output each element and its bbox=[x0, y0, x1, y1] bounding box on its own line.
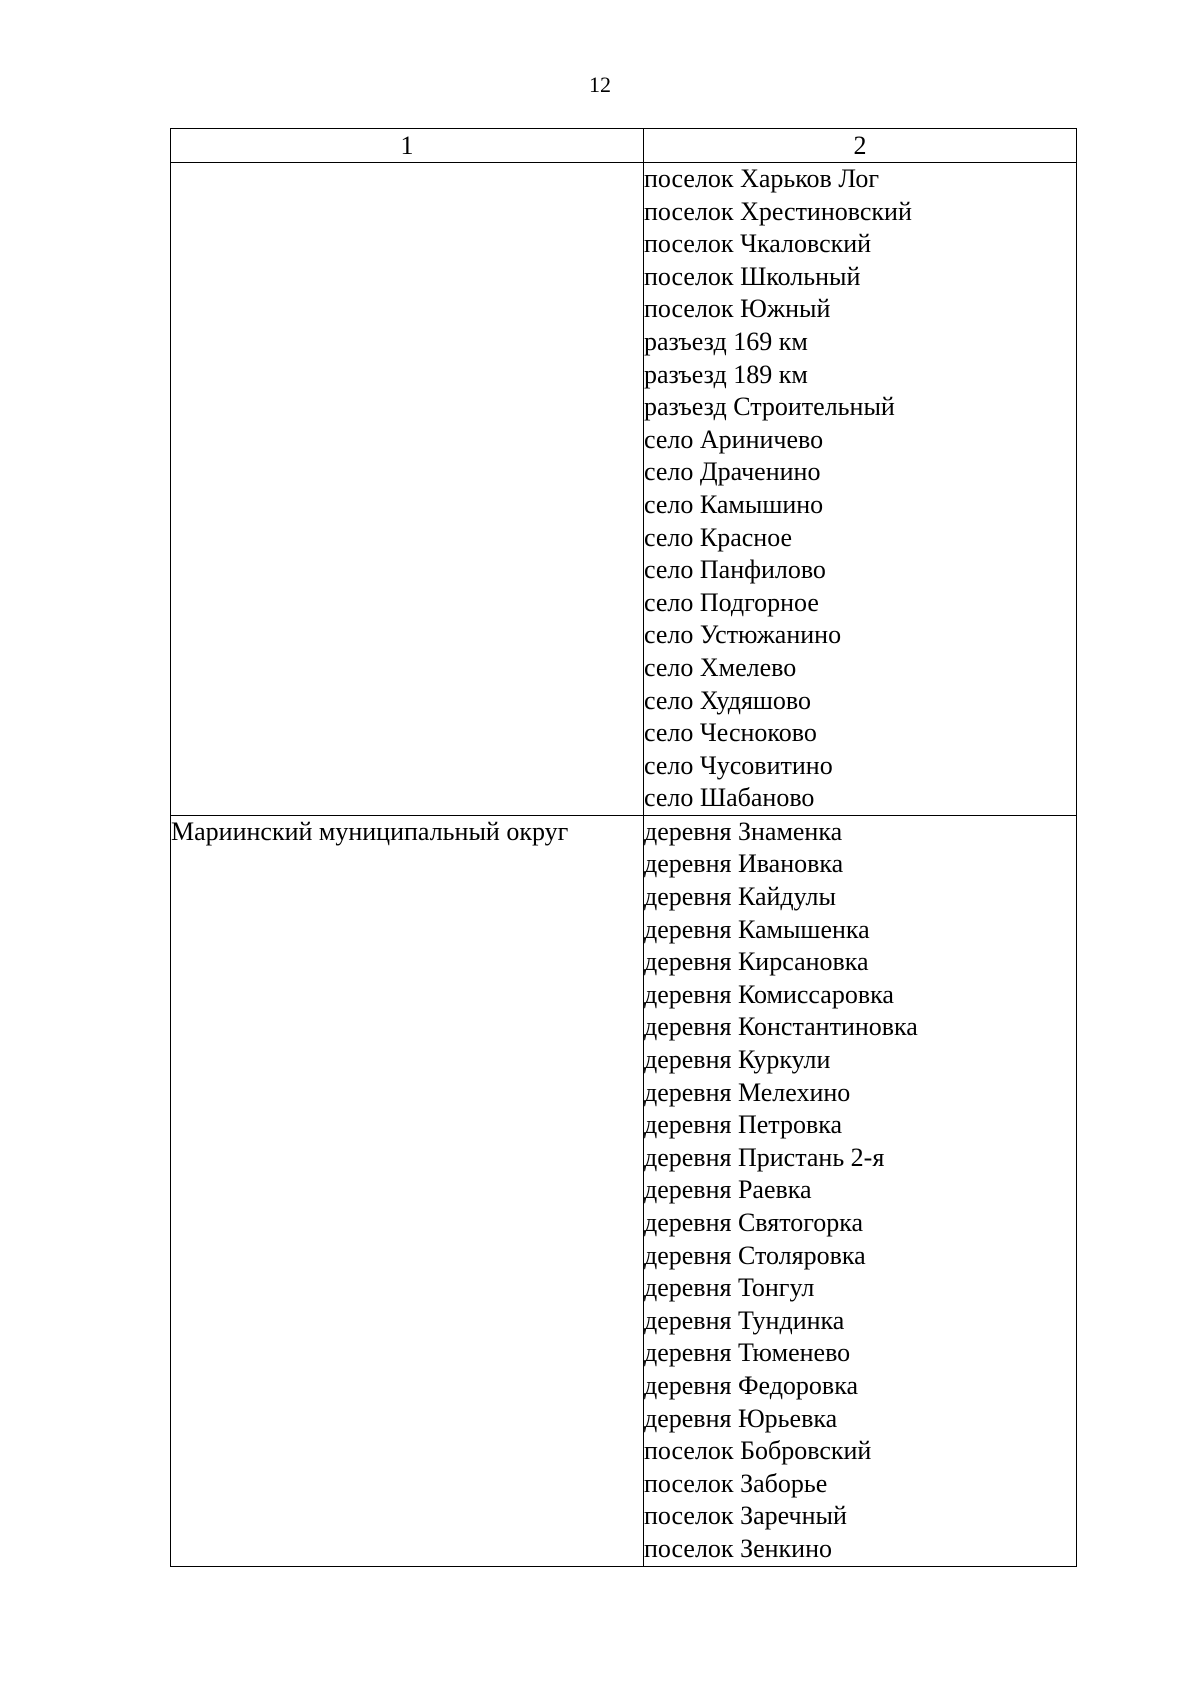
settlement-item: деревня Мелехино bbox=[644, 1077, 851, 1107]
column-header-2: 2 bbox=[644, 129, 1077, 163]
settlement-item: поселок Зенкино bbox=[644, 1533, 833, 1563]
settlement-item: село Ариничево bbox=[644, 424, 824, 454]
settlement-item: деревня Константиновка bbox=[644, 1012, 918, 1042]
settlement-item: деревня Ивановка bbox=[644, 849, 844, 879]
settlement-item: поселок Чкаловский bbox=[644, 229, 872, 259]
settlement-item: село Чусовитино bbox=[644, 750, 833, 780]
settlement-list bbox=[644, 163, 1077, 816]
settlement-item: деревня Знаменка bbox=[644, 816, 843, 846]
table-row bbox=[171, 163, 1077, 816]
settlement-item: село Чесноково bbox=[644, 718, 817, 748]
settlement-item: деревня Столяровка bbox=[644, 1240, 866, 1270]
settlement-item: поселок Школьный bbox=[644, 261, 861, 291]
settlement-item: село Шабаново bbox=[644, 783, 815, 813]
settlement-item: село Худяшово bbox=[644, 685, 812, 715]
settlement-item: деревня Камышенка bbox=[644, 914, 870, 944]
column-header-1: 1 bbox=[171, 129, 644, 163]
settlement-item: село Красное bbox=[644, 522, 793, 552]
settlement-item: поселок Южный bbox=[644, 294, 831, 324]
settlement-item: деревня Раевка bbox=[644, 1175, 812, 1205]
table-row bbox=[171, 815, 1077, 1566]
settlement-item: деревня Куркули bbox=[644, 1045, 831, 1075]
page-number: 12 bbox=[589, 72, 611, 97]
settlement-item: деревня Кирсановка bbox=[644, 947, 869, 977]
settlement-item: деревня Комиссаровка bbox=[644, 979, 894, 1009]
settlement-item: деревня Петровка bbox=[644, 1110, 843, 1140]
settlement-item: деревня Юрьевка bbox=[644, 1403, 838, 1433]
settlement-item: деревня Тюменево bbox=[644, 1338, 851, 1368]
settlement-item: село Устюжанино bbox=[644, 620, 842, 650]
settlement-item: разъезд 189 км bbox=[644, 359, 808, 389]
settlement-item: поселок Заречный bbox=[644, 1501, 847, 1531]
settlement-item: деревня Федоровка bbox=[644, 1370, 858, 1400]
settlement-item: поселок Харьков Лог bbox=[644, 164, 879, 193]
table-header-row bbox=[171, 129, 1077, 163]
settlement-item: село Подгорное bbox=[644, 587, 819, 617]
settlement-item: деревня Святогорка bbox=[644, 1208, 864, 1237]
settlement-item: деревня Пристань 2-я bbox=[644, 1142, 885, 1172]
settlement-item: село Драченино bbox=[644, 457, 821, 487]
settlement-item: разъезд 169 км bbox=[644, 326, 808, 356]
settlement-item: деревня Тонгул bbox=[644, 1273, 815, 1303]
settlement-item: село Панфилово bbox=[644, 555, 826, 585]
settlement-item: село Камышино bbox=[644, 489, 824, 519]
district-name bbox=[171, 163, 644, 816]
settlement-item: поселок Бобровский bbox=[644, 1436, 872, 1466]
settlements-table bbox=[170, 128, 1077, 1567]
settlement-item: разъезд Строительный bbox=[644, 392, 895, 422]
settlement-item: деревня Кайдулы bbox=[644, 882, 836, 912]
district-name: Мариинский муниципальный округ bbox=[171, 815, 644, 1566]
settlement-item: село Хмелево bbox=[644, 652, 797, 682]
settlement-item: поселок Хрестиновский bbox=[644, 196, 912, 226]
settlement-list bbox=[644, 815, 1077, 1566]
settlement-item: деревня Тундинка bbox=[644, 1305, 845, 1335]
settlement-item: поселок Заборье bbox=[644, 1468, 828, 1498]
